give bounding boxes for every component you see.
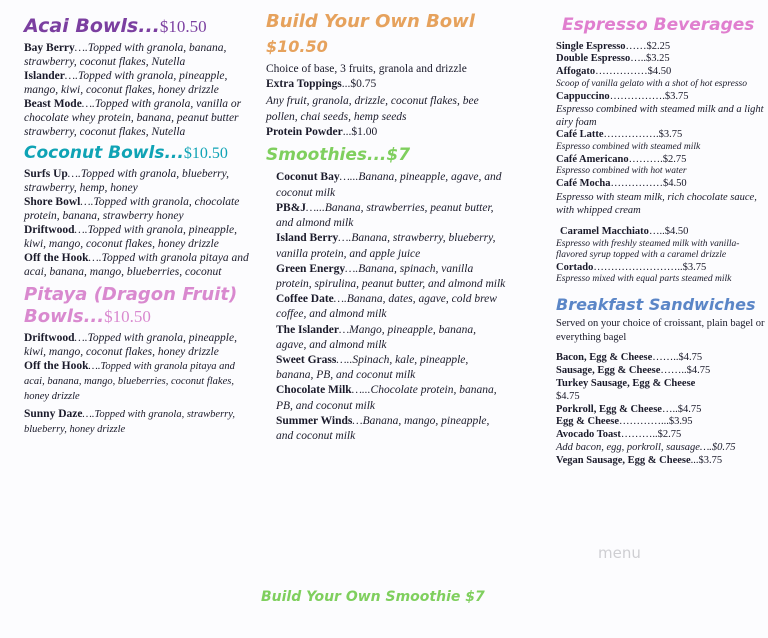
smoothies-title: Smoothies... <box>266 144 387 165</box>
breakfast-intro: Served on your choice of croissant, plain bagel or everything bagel <box>556 318 765 343</box>
list-item: Caramel Macchiato…..$4.50 <box>560 225 689 237</box>
list-item: Surfs Up….Topped with granola, blueberry, strawberry, hemp, honey <box>24 167 230 194</box>
smoothies-heading <box>266 146 506 165</box>
smoothies-price: $7 <box>386 144 411 165</box>
extra-toppings-desc: Any fruit, granola, drizzle, coconut flakes, bee pollen, chai seeds, hemp seeds <box>266 94 479 123</box>
smoothies-list <box>266 170 506 444</box>
item-desc: Espresso combined with steamed milk <box>556 142 701 153</box>
coconut-list <box>24 167 254 279</box>
list-item: Islander….Topped with granola, pineapple, mango, kiwi, coconut flakes, honey drizzle <box>24 69 228 96</box>
column-bowls <box>24 16 254 437</box>
list-item: Coconut Bay…...Banana, pineapple, agave, and coconut milk <box>276 171 502 199</box>
espresso-list <box>556 41 768 286</box>
list-item: Cappuccino…………….$3.75 <box>556 90 689 102</box>
item-desc: Espresso with steam milk, rich chocolate sauce, with whipped cream <box>556 191 757 216</box>
extra-toppings: Extra Toppings...$0.75 <box>266 78 377 91</box>
espresso-title: Espresso Beverages <box>562 15 755 35</box>
list-item: Driftwood….Topped with granola, pineapple, kiwi, mango, coconut flakes, honey drizzle <box>24 332 237 359</box>
coconut-heading <box>24 144 254 163</box>
list-item: Sausage, Egg & Cheese……..$4.75 <box>556 365 711 377</box>
list-item: Avocado Toast………..$2.75 <box>556 429 682 441</box>
item-desc: Espresso combined with steamed milk and a light airy foam <box>556 104 764 129</box>
pitaya-title: Pitaya (Dragon Fruit) <box>24 283 238 305</box>
byob-title: Build Your Own Bowl <box>266 11 475 32</box>
list-item: Bay Berry….Topped with granola, banana, strawberry, coconut flakes, Nutella <box>24 41 227 68</box>
byob-intro: Choice of base, 3 fruits, granola and drizzle <box>266 63 467 76</box>
list-item: Double Espresso…..$3.25 <box>556 53 670 65</box>
list-item: Green Energy….Banana, spinach, vanilla protein, spirulina, peanut butter, and almond milk <box>276 262 506 290</box>
build-own-smoothie: Build Your Own Smoothie $7 <box>261 589 485 605</box>
column-espresso-breakfast <box>556 16 768 468</box>
acai-heading <box>24 16 254 37</box>
list-item: Summer Winds…Banana, mango, pineapple, and coconut milk <box>276 414 490 442</box>
list-item: The Islander…Mango, pineapple, banana, agave, and almond milk <box>276 323 476 351</box>
column-build-smoothies <box>266 12 506 444</box>
list-item: Sunny Daze….Topped with granola, strawberry, blueberry, honey drizzle <box>24 408 235 436</box>
acai-price: $10.50 <box>159 17 207 36</box>
list-item: Sweet Grass…..Spinach, kale, pineapple, banana, PB, and coconut milk <box>276 353 469 382</box>
pitaya-list <box>24 331 254 437</box>
item-desc: Espresso mixed with equal parts steamed milk <box>556 274 732 285</box>
list-item: Café Latte…………….$3.75 <box>556 129 683 141</box>
list-item: Egg & Cheese…………...$3.95 <box>556 416 693 428</box>
list-item: Off the Hook….Topped with granola pitaya and acai, banana, mango, blueberries, coconut flakes, honey drizzle <box>24 360 235 403</box>
list-item: Café Americano……….$2.75 <box>556 153 687 165</box>
list-item: Affogato……………$4.50 <box>556 66 672 78</box>
pitaya-title-2: Bowls... <box>24 306 105 328</box>
coconut-price: $10.50 <box>183 144 228 162</box>
breakfast-list <box>556 352 768 467</box>
breakfast-title: Breakfast Sandwiches <box>556 294 756 314</box>
acai-list <box>24 41 254 139</box>
breakfast-addon: Add bacon, egg, porkroll, sausage….$0.75 <box>556 442 736 454</box>
pitaya-price: $10.50 <box>104 307 151 327</box>
list-item: Shore Bowl….Topped with granola, chocolate protein, banana, strawberry honey <box>24 195 240 222</box>
list-item: Café Mocha……………$4.50 <box>556 177 687 189</box>
list-item: Porkroll, Egg & Cheese…..$4.75 <box>556 403 702 415</box>
list-item: Off the Hook….Topped with granola pitaya and acai, banana, mango, blueberries, coconut <box>24 251 249 278</box>
list-item: Cortado……………………..$3.75 <box>556 261 707 273</box>
protein-powder: Protein Powder...$1.00 <box>266 125 378 138</box>
list-item: Turkey Sausage, Egg & Cheese $4.75 <box>556 378 696 402</box>
list-item: Coffee Date….Banana, dates, agave, cold brew coffee, and almond milk <box>276 293 497 321</box>
list-item: Vegan Sausage, Egg & Cheese...$3.75 <box>556 454 723 466</box>
list-item: Chocolate Milk…...Chocolate protein, banana, PB, and coconut milk <box>276 384 497 412</box>
list-item: PB&J…...Banana, strawberries, peanut butter, and almond milk <box>276 201 494 230</box>
list-item: Bacon, Egg & Cheese……..$4.75 <box>556 352 703 364</box>
watermark: menu <box>598 544 641 562</box>
coconut-title: Coconut Bowls... <box>24 142 184 163</box>
acai-title: Acai Bowls... <box>24 15 160 37</box>
list-item: Single Espresso……$2.25 <box>556 40 671 52</box>
pitaya-heading-2 <box>24 307 254 327</box>
list-item: Island Berry….Banana, strawberry, blueberry, vanilla protein, and apple juice <box>276 232 496 260</box>
byob-price: $10.50 <box>266 36 328 56</box>
item-desc: Espresso with freshly steamed milk with vanilla-flavored syrup topped with a caramel drizzle <box>556 238 740 261</box>
item-desc: Espresso combined with hot water <box>556 166 687 177</box>
item-desc: Scoop of vanilla gelato with a shot of hot espresso <box>556 79 747 90</box>
list-item: Driftwood….Topped with granola, pineapple, kiwi, mango, coconut flakes, honey drizzle <box>24 223 237 250</box>
list-item: Beast Mode….Topped with granola, vanilla or chocolate whey protein, banana, peanut butter strawberry, coconut flakes, Nutella <box>24 97 242 138</box>
